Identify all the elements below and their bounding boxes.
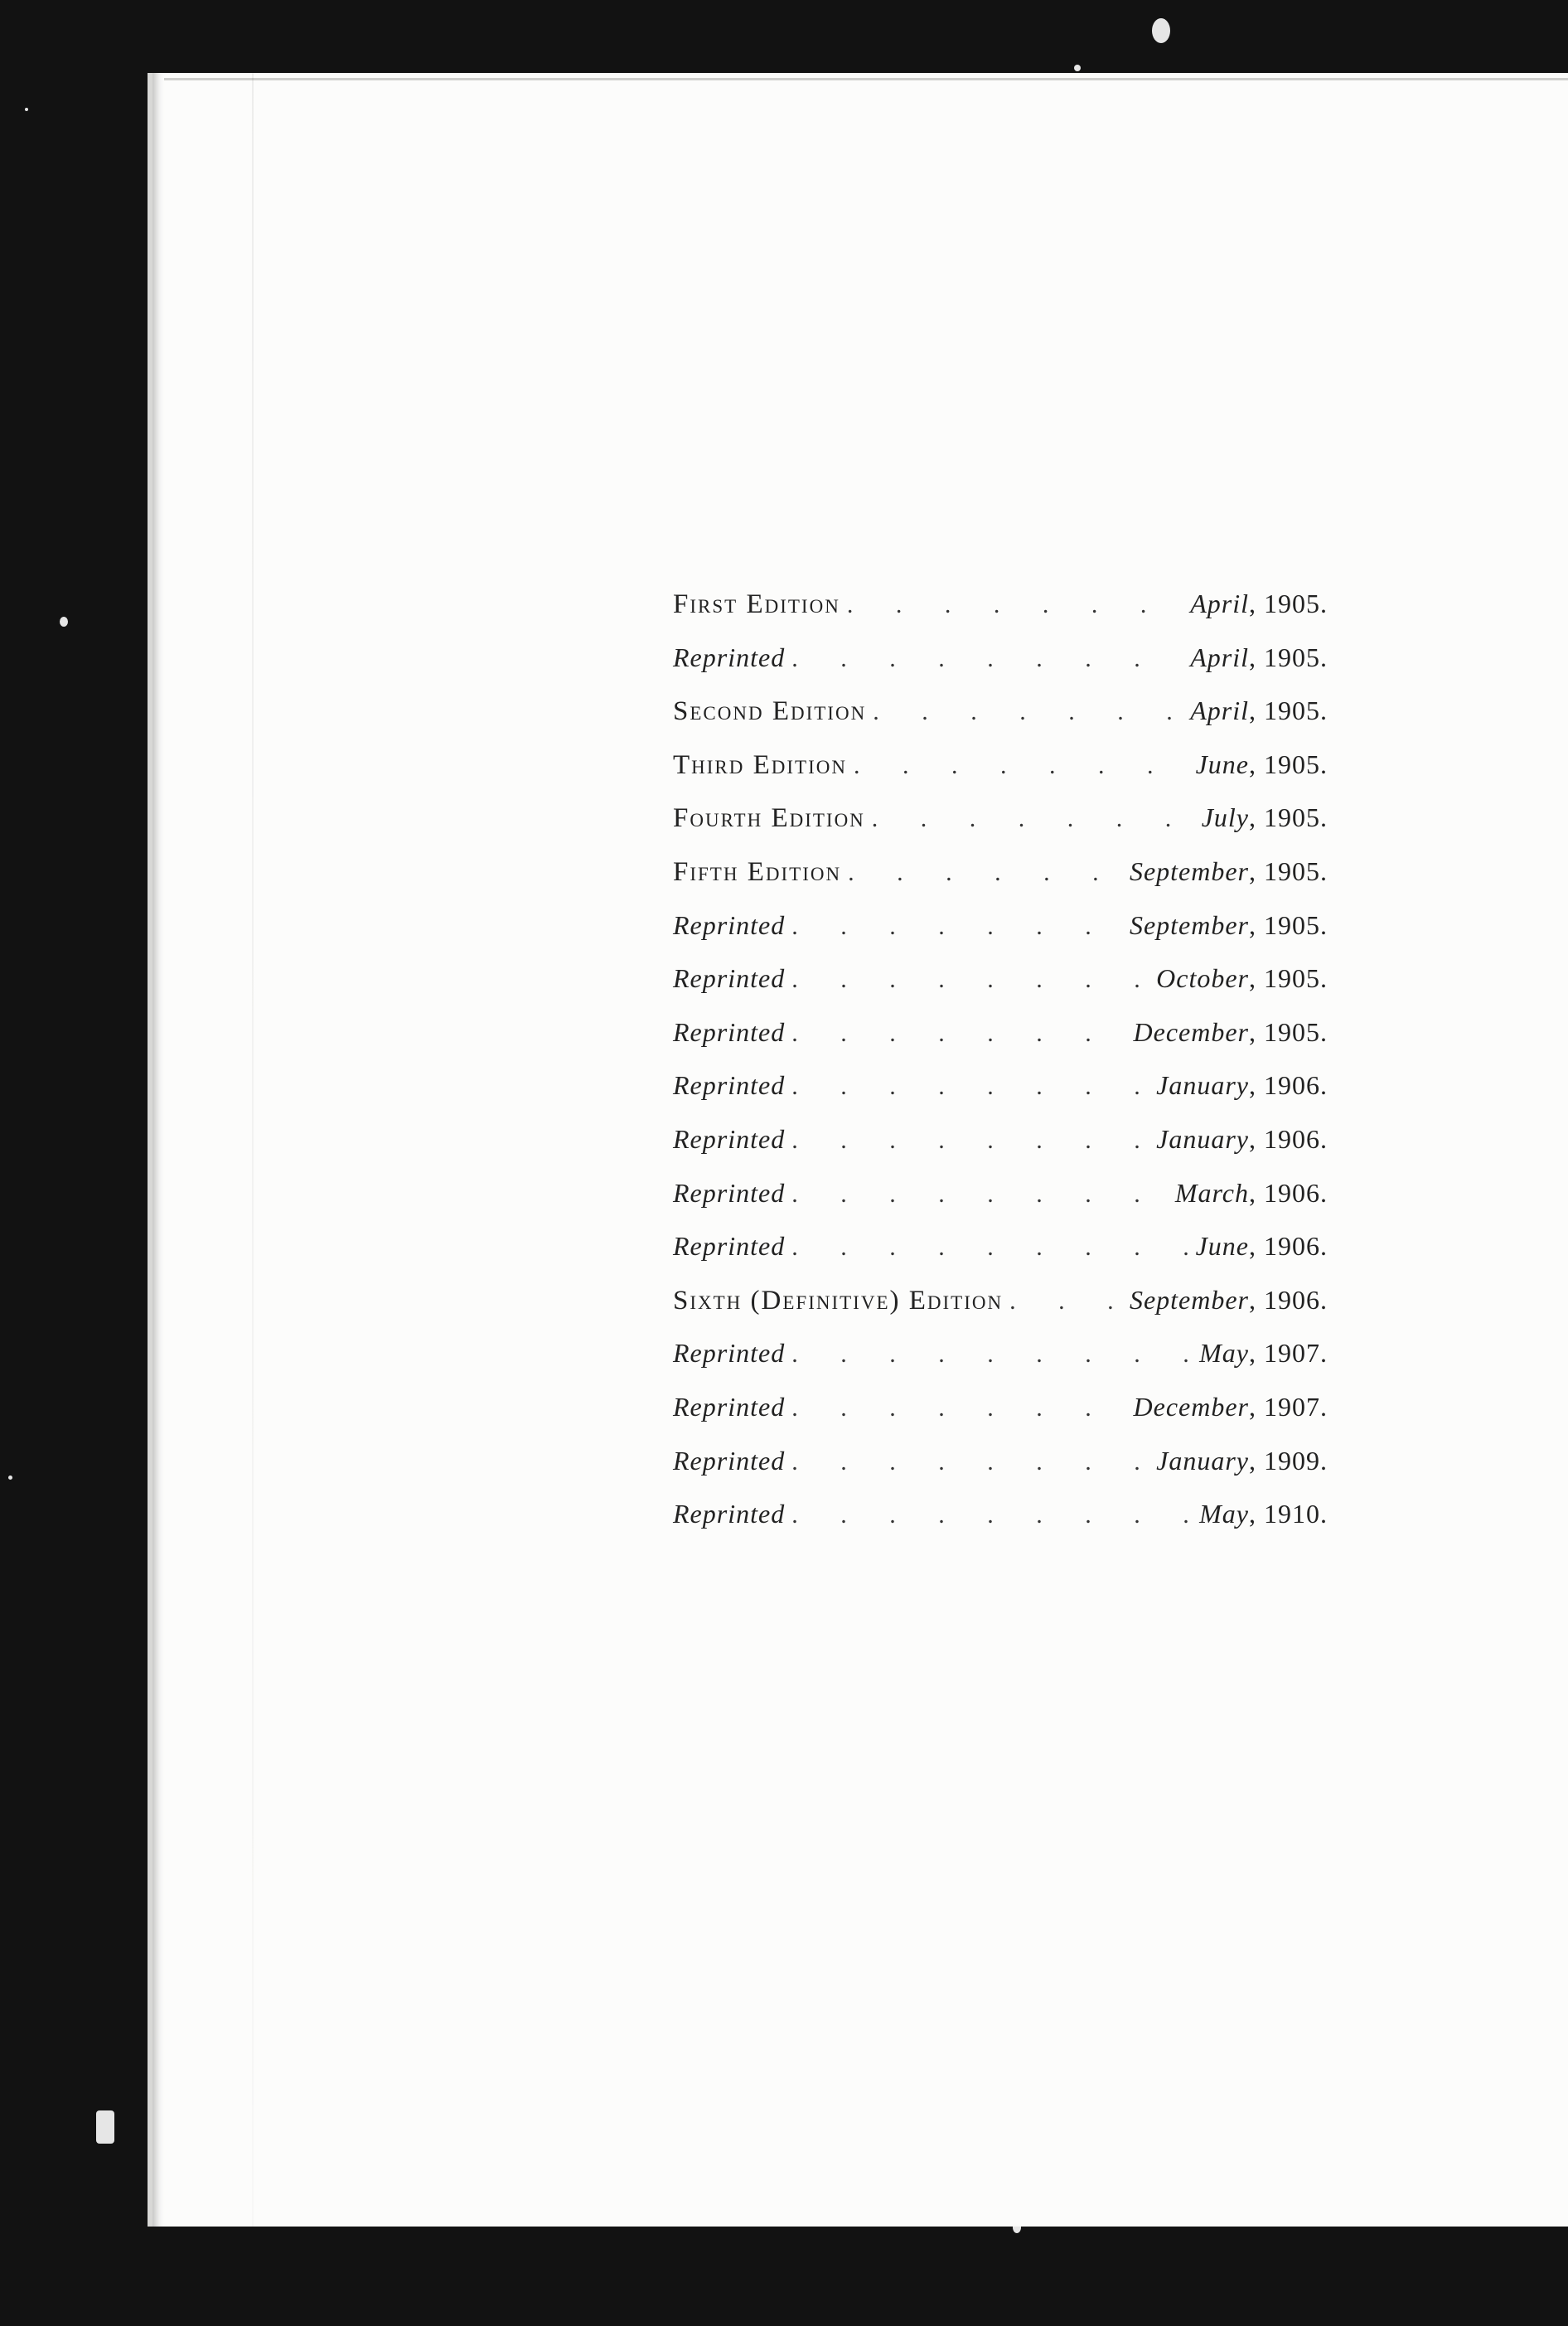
dot-leader bbox=[791, 1180, 1169, 1209]
dot-leader bbox=[791, 966, 1149, 994]
edition-date: May, 1907. bbox=[1199, 1338, 1328, 1369]
edition-year: 1906. bbox=[1264, 1231, 1328, 1262]
edition-label: Reprinted bbox=[673, 1231, 786, 1262]
edition-row bbox=[673, 856, 1328, 910]
edition-date: September, 1905. bbox=[1129, 855, 1328, 886]
edition-row bbox=[673, 1124, 1328, 1178]
edition-year: 1905. bbox=[1264, 802, 1328, 833]
edition-date: June, 1906. bbox=[1195, 1231, 1328, 1262]
edition-year: 1905. bbox=[1264, 855, 1328, 886]
edition-year: 1905. bbox=[1264, 1016, 1328, 1047]
dot-leader bbox=[791, 1020, 1126, 1048]
edition-date: October, 1905. bbox=[1156, 963, 1328, 994]
edition-date: April, 1905. bbox=[1190, 642, 1328, 672]
edition-month: September bbox=[1129, 909, 1249, 940]
edition-year: 1910. bbox=[1264, 1499, 1328, 1529]
edition-month: June bbox=[1195, 1231, 1249, 1262]
edition-year: 1906. bbox=[1264, 1284, 1328, 1315]
edition-month: June bbox=[1195, 749, 1249, 779]
edition-row bbox=[673, 749, 1328, 803]
edition-year: 1907. bbox=[1264, 1391, 1328, 1422]
dust-speck bbox=[1074, 65, 1081, 71]
edition-date: March, 1906. bbox=[1174, 1177, 1328, 1208]
edition-history-list bbox=[673, 589, 1328, 1553]
edition-row bbox=[673, 802, 1328, 856]
edition-label: Reprinted bbox=[673, 963, 786, 994]
edition-month: April bbox=[1190, 695, 1249, 726]
edition-month: April bbox=[1190, 589, 1249, 618]
edition-label: Reprinted bbox=[673, 1123, 786, 1154]
dot-leader bbox=[791, 1448, 1149, 1476]
edition-row bbox=[673, 1338, 1328, 1392]
edition-label: First Edition bbox=[673, 589, 840, 619]
edition-month: May bbox=[1199, 1338, 1249, 1369]
dust-speck bbox=[96, 2110, 114, 2144]
dot-leader bbox=[791, 913, 1123, 941]
edition-date: January, 1906. bbox=[1156, 1123, 1328, 1154]
dot-leader bbox=[854, 752, 1189, 780]
edition-year: 1905. bbox=[1264, 963, 1328, 994]
edition-label: Fourth Edition bbox=[673, 803, 865, 834]
edition-date: September, 1906. bbox=[1129, 1284, 1328, 1315]
edition-date: April, 1905. bbox=[1190, 695, 1328, 726]
edition-year: 1906. bbox=[1264, 1177, 1328, 1208]
edition-year: 1905. bbox=[1264, 642, 1328, 672]
edition-date: May, 1910. bbox=[1199, 1499, 1328, 1529]
edition-month: September bbox=[1129, 1284, 1249, 1315]
edition-row bbox=[673, 1392, 1328, 1446]
edition-month: January bbox=[1156, 1070, 1249, 1101]
edition-month: April bbox=[1190, 642, 1249, 672]
edition-label: Fifth Edition bbox=[673, 856, 842, 887]
dot-leader bbox=[848, 859, 1123, 887]
edition-year: 1909. bbox=[1264, 1445, 1328, 1476]
dust-speck bbox=[60, 617, 68, 627]
dot-leader bbox=[791, 1340, 1193, 1369]
dust-speck bbox=[8, 1476, 12, 1480]
dot-leader bbox=[791, 645, 1183, 673]
edition-label: Third Edition bbox=[673, 749, 847, 780]
edition-date: September, 1905. bbox=[1129, 909, 1328, 940]
dust-speck bbox=[25, 108, 28, 111]
edition-date: December, 1907. bbox=[1133, 1391, 1328, 1422]
dot-leader bbox=[847, 591, 1183, 619]
edition-date: April, 1905. bbox=[1190, 589, 1328, 618]
edition-row bbox=[673, 1285, 1328, 1339]
edition-label: Reprinted bbox=[673, 1338, 786, 1369]
dot-leader bbox=[791, 1501, 1193, 1529]
edition-month: September bbox=[1129, 855, 1249, 886]
edition-label: Second Edition bbox=[673, 696, 867, 727]
edition-date: December, 1905. bbox=[1133, 1016, 1328, 1047]
edition-year: 1905. bbox=[1264, 909, 1328, 940]
edition-year: 1907. bbox=[1264, 1338, 1328, 1369]
edition-row bbox=[673, 1017, 1328, 1071]
edition-label: Reprinted bbox=[673, 1445, 786, 1476]
dust-speck bbox=[1152, 18, 1170, 43]
edition-month: December bbox=[1133, 1016, 1249, 1047]
edition-month: December bbox=[1133, 1391, 1249, 1422]
edition-date: January, 1909. bbox=[1156, 1445, 1328, 1476]
dot-leader bbox=[873, 698, 1183, 726]
edition-month: July bbox=[1201, 802, 1249, 833]
edition-row bbox=[673, 1499, 1328, 1553]
edition-month: January bbox=[1156, 1123, 1249, 1154]
edition-row bbox=[673, 963, 1328, 1017]
dot-leader bbox=[791, 1233, 1188, 1262]
edition-row bbox=[673, 1070, 1328, 1124]
edition-label: Reprinted bbox=[673, 642, 786, 672]
edition-month: October bbox=[1156, 963, 1249, 994]
edition-year: 1906. bbox=[1264, 1070, 1328, 1101]
dot-leader bbox=[791, 1073, 1149, 1101]
edition-date: July, 1905. bbox=[1201, 802, 1328, 833]
edition-row bbox=[673, 1446, 1328, 1500]
edition-month: March bbox=[1174, 1177, 1249, 1208]
page-top-edge bbox=[164, 78, 1568, 80]
book-page bbox=[148, 73, 1568, 2227]
edition-row bbox=[673, 642, 1328, 696]
edition-label: Reprinted bbox=[673, 1016, 786, 1047]
page-gutter-shadow bbox=[252, 73, 254, 2227]
edition-month: May bbox=[1199, 1499, 1249, 1529]
dot-leader bbox=[791, 1394, 1126, 1422]
edition-row bbox=[673, 910, 1328, 964]
edition-year: 1905. bbox=[1264, 695, 1328, 726]
edition-date: June, 1905. bbox=[1195, 749, 1328, 779]
dot-leader bbox=[1009, 1287, 1123, 1316]
edition-row bbox=[673, 1231, 1328, 1285]
edition-month: January bbox=[1156, 1445, 1249, 1476]
edition-label: Reprinted bbox=[673, 1499, 786, 1529]
edition-label: Reprinted bbox=[673, 1070, 786, 1101]
edition-label: Reprinted bbox=[673, 909, 786, 940]
edition-row bbox=[673, 1178, 1328, 1232]
edition-year: 1905. bbox=[1264, 589, 1328, 618]
edition-label: Reprinted bbox=[673, 1391, 786, 1422]
edition-date: January, 1906. bbox=[1156, 1070, 1328, 1101]
dot-leader bbox=[872, 805, 1195, 833]
edition-label: Sixth (Definitive) Edition bbox=[673, 1285, 1004, 1316]
edition-year: 1905. bbox=[1264, 749, 1328, 779]
edition-label: Reprinted bbox=[673, 1177, 786, 1208]
edition-row bbox=[673, 695, 1328, 749]
edition-year: 1906. bbox=[1264, 1123, 1328, 1154]
edition-row bbox=[673, 589, 1328, 642]
dot-leader bbox=[791, 1127, 1149, 1155]
